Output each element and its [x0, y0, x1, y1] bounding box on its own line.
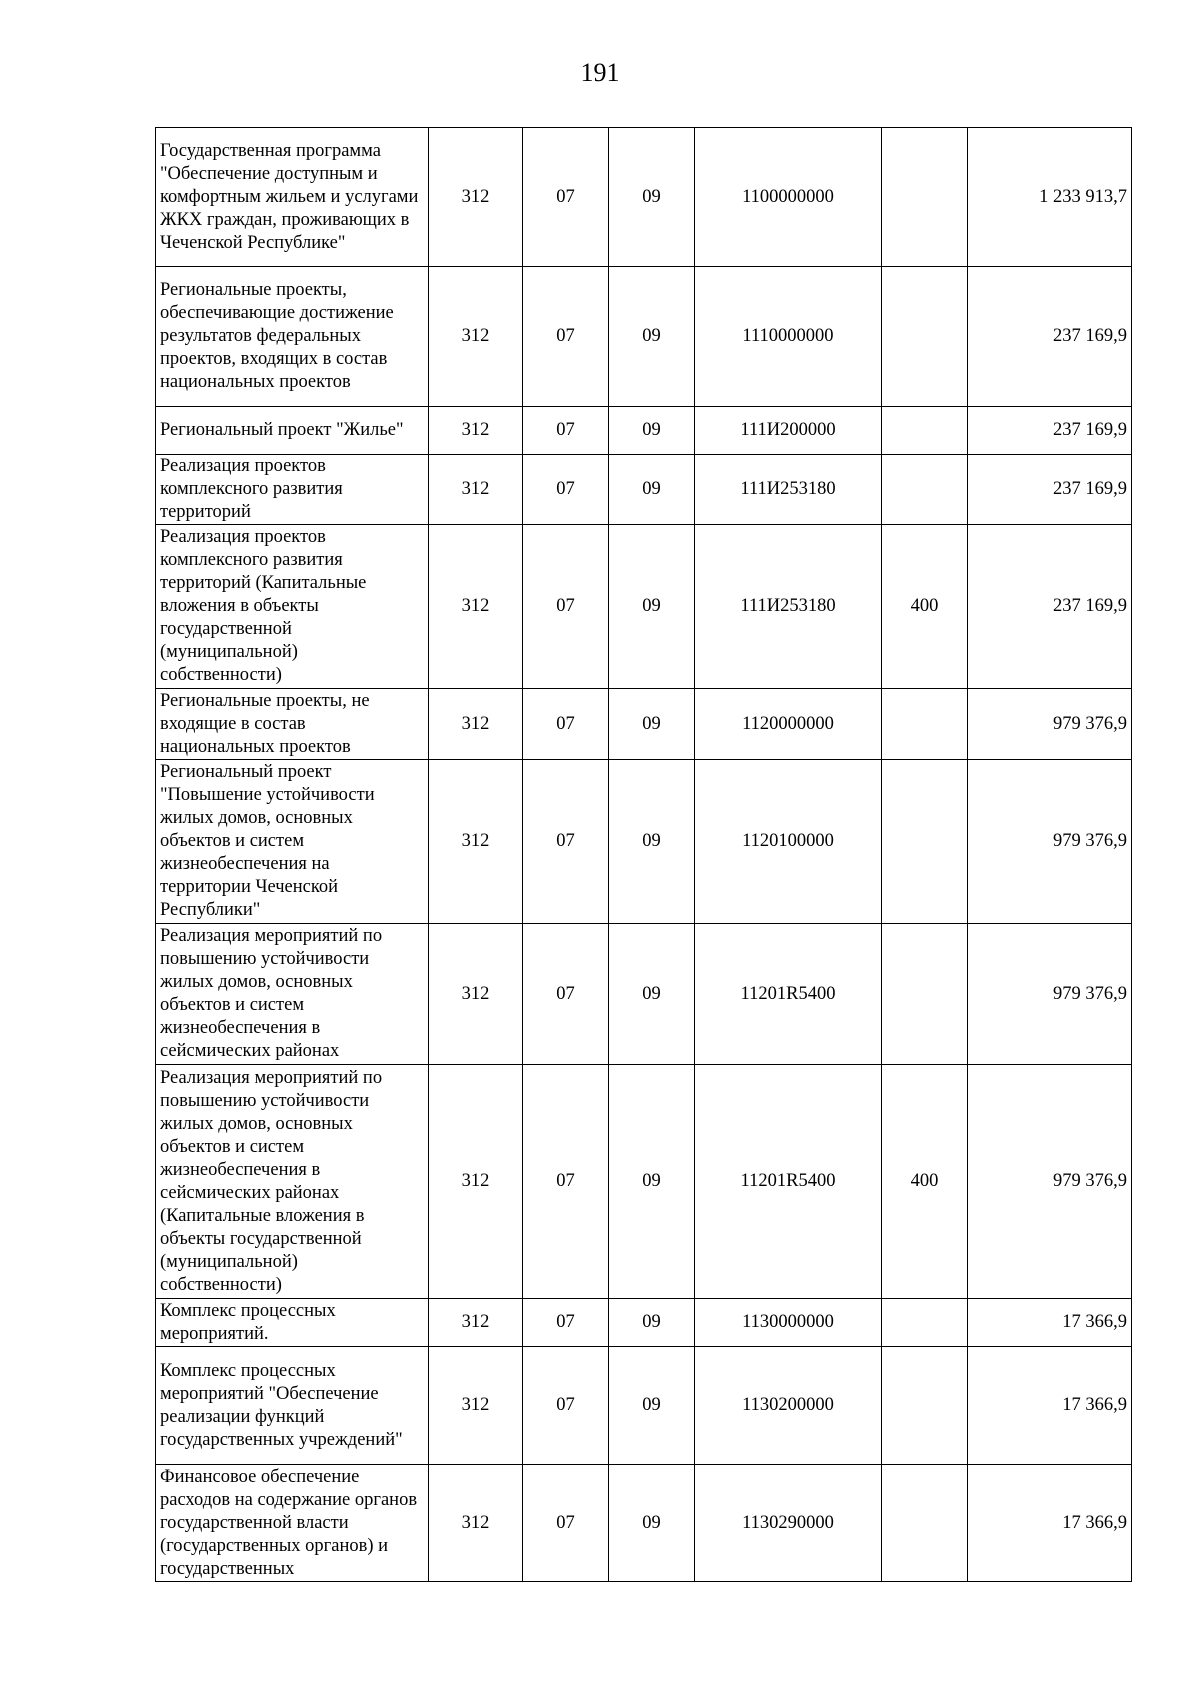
- table-row: [156, 1465, 1132, 1582]
- row-ministry: 312: [429, 128, 523, 267]
- row-subsection: 09: [609, 689, 695, 760]
- row-ministry: 312: [429, 407, 523, 455]
- table-row: [156, 455, 1132, 525]
- row-ministry: 312: [429, 267, 523, 407]
- row-name: Государственная программа "Обеспечение доступным и комфортным жильем и услугами ЖКХ граждан, проживающих в Чеченской Республике": [156, 128, 429, 267]
- table-row: [156, 1347, 1132, 1465]
- row-name: Региональные проекты, не входящие в состав национальных проектов: [156, 689, 429, 760]
- row-name: Комплекс процессных мероприятий.: [156, 1299, 429, 1347]
- row-section: 07: [523, 1465, 609, 1582]
- row-ministry: 312: [429, 1465, 523, 1582]
- row-ministry: 312: [429, 525, 523, 689]
- row-target: 1120100000: [695, 760, 882, 924]
- row-subsection: 09: [609, 1065, 695, 1299]
- page-number: 191: [580, 58, 620, 87]
- row-name: Региональный проект "Жилье": [156, 407, 429, 455]
- row-amount: 237 169,9: [968, 525, 1132, 689]
- table-row: [156, 760, 1132, 924]
- row-ministry: 312: [429, 1347, 523, 1465]
- row-expense-type: [882, 455, 968, 525]
- row-expense-type: [882, 1299, 968, 1347]
- row-name: Комплекс процессных мероприятий "Обеспечение реализации функций государственных учреждений": [156, 1347, 429, 1465]
- row-section: 07: [523, 407, 609, 455]
- row-subsection: 09: [609, 1465, 695, 1582]
- row-target: 1130000000: [695, 1299, 882, 1347]
- row-section: 07: [523, 128, 609, 267]
- row-subsection: 09: [609, 455, 695, 525]
- row-subsection: 09: [609, 924, 695, 1065]
- row-subsection: 09: [609, 1299, 695, 1347]
- row-expense-type: 400: [882, 1065, 968, 1299]
- row-target: 111И253180: [695, 455, 882, 525]
- row-name: Реализация мероприятий по повышению устойчивости жилых домов, основных объектов и систем жизнеобеспечения в сейсмических районах (Капитальные вложения в объекты государственной (муниципальной) собственности): [156, 1065, 429, 1299]
- row-section: 07: [523, 689, 609, 760]
- row-target: 1120000000: [695, 689, 882, 760]
- row-target: 11201R5400: [695, 924, 882, 1065]
- row-subsection: 09: [609, 407, 695, 455]
- row-amount: 17 366,9: [968, 1465, 1132, 1582]
- row-amount: 237 169,9: [968, 267, 1132, 407]
- row-section: 07: [523, 525, 609, 689]
- row-amount: 237 169,9: [968, 455, 1132, 525]
- row-subsection: 09: [609, 267, 695, 407]
- row-ministry: 312: [429, 1299, 523, 1347]
- row-target: 1130200000: [695, 1347, 882, 1465]
- row-name: Региональные проекты, обеспечивающие достижение результатов федеральных проектов, входящих в состав национальных проектов: [156, 267, 429, 407]
- row-section: 07: [523, 924, 609, 1065]
- row-name: Реализация проектов комплексного развития территорий (Капитальные вложения в объекты государственной (муниципальной) собственности): [156, 525, 429, 689]
- row-expense-type: [882, 924, 968, 1065]
- row-name: Региональный проект "Повышение устойчивости жилых домов, основных объектов и систем жизнеобеспечения на территории Чеченской Республики": [156, 760, 429, 924]
- row-expense-type: [882, 128, 968, 267]
- row-subsection: 09: [609, 128, 695, 267]
- table-row: [156, 1065, 1132, 1299]
- row-ministry: 312: [429, 760, 523, 924]
- table-row: [156, 689, 1132, 760]
- row-target: 111И253180: [695, 525, 882, 689]
- row-amount: 979 376,9: [968, 1065, 1132, 1299]
- row-expense-type: [882, 1465, 968, 1582]
- row-subsection: 09: [609, 760, 695, 924]
- row-target: 1110000000: [695, 267, 882, 407]
- table-row: [156, 407, 1132, 455]
- row-expense-type: [882, 407, 968, 455]
- row-target: 1100000000: [695, 128, 882, 267]
- table-row: [156, 128, 1132, 267]
- row-ministry: 312: [429, 924, 523, 1065]
- table-row: [156, 924, 1132, 1065]
- row-name: Реализация проектов комплексного развития территорий: [156, 455, 429, 525]
- row-section: 07: [523, 267, 609, 407]
- row-expense-type: [882, 267, 968, 407]
- row-expense-type: [882, 1347, 968, 1465]
- row-target: 1130290000: [695, 1465, 882, 1582]
- row-section: 07: [523, 760, 609, 924]
- row-section: 07: [523, 1347, 609, 1465]
- row-section: 07: [523, 1065, 609, 1299]
- row-target: 11201R5400: [695, 1065, 882, 1299]
- table-row: [156, 267, 1132, 407]
- row-expense-type: [882, 689, 968, 760]
- row-subsection: 09: [609, 525, 695, 689]
- row-amount: 979 376,9: [968, 924, 1132, 1065]
- row-ministry: 312: [429, 455, 523, 525]
- row-ministry: 312: [429, 689, 523, 760]
- budget-table: [155, 127, 1132, 1582]
- row-name: Финансовое обеспечение расходов на содержание органов государственной власти (государственных органов) и государственных: [156, 1465, 429, 1582]
- row-amount: 1 233 913,7: [968, 128, 1132, 267]
- row-ministry: 312: [429, 1065, 523, 1299]
- row-section: 07: [523, 1299, 609, 1347]
- row-amount: 237 169,9: [968, 407, 1132, 455]
- row-name: Реализация мероприятий по повышению устойчивости жилых домов, основных объектов и систем жизнеобеспечения в сейсмических районах: [156, 924, 429, 1065]
- row-expense-type: 400: [882, 525, 968, 689]
- row-expense-type: [882, 760, 968, 924]
- row-section: 07: [523, 455, 609, 525]
- row-amount: 17 366,9: [968, 1347, 1132, 1465]
- row-amount: 979 376,9: [968, 760, 1132, 924]
- row-amount: 17 366,9: [968, 1299, 1132, 1347]
- table-row: [156, 1299, 1132, 1347]
- row-subsection: 09: [609, 1347, 695, 1465]
- row-amount: 979 376,9: [968, 689, 1132, 760]
- row-target: 111И200000: [695, 407, 882, 455]
- table-row: [156, 525, 1132, 689]
